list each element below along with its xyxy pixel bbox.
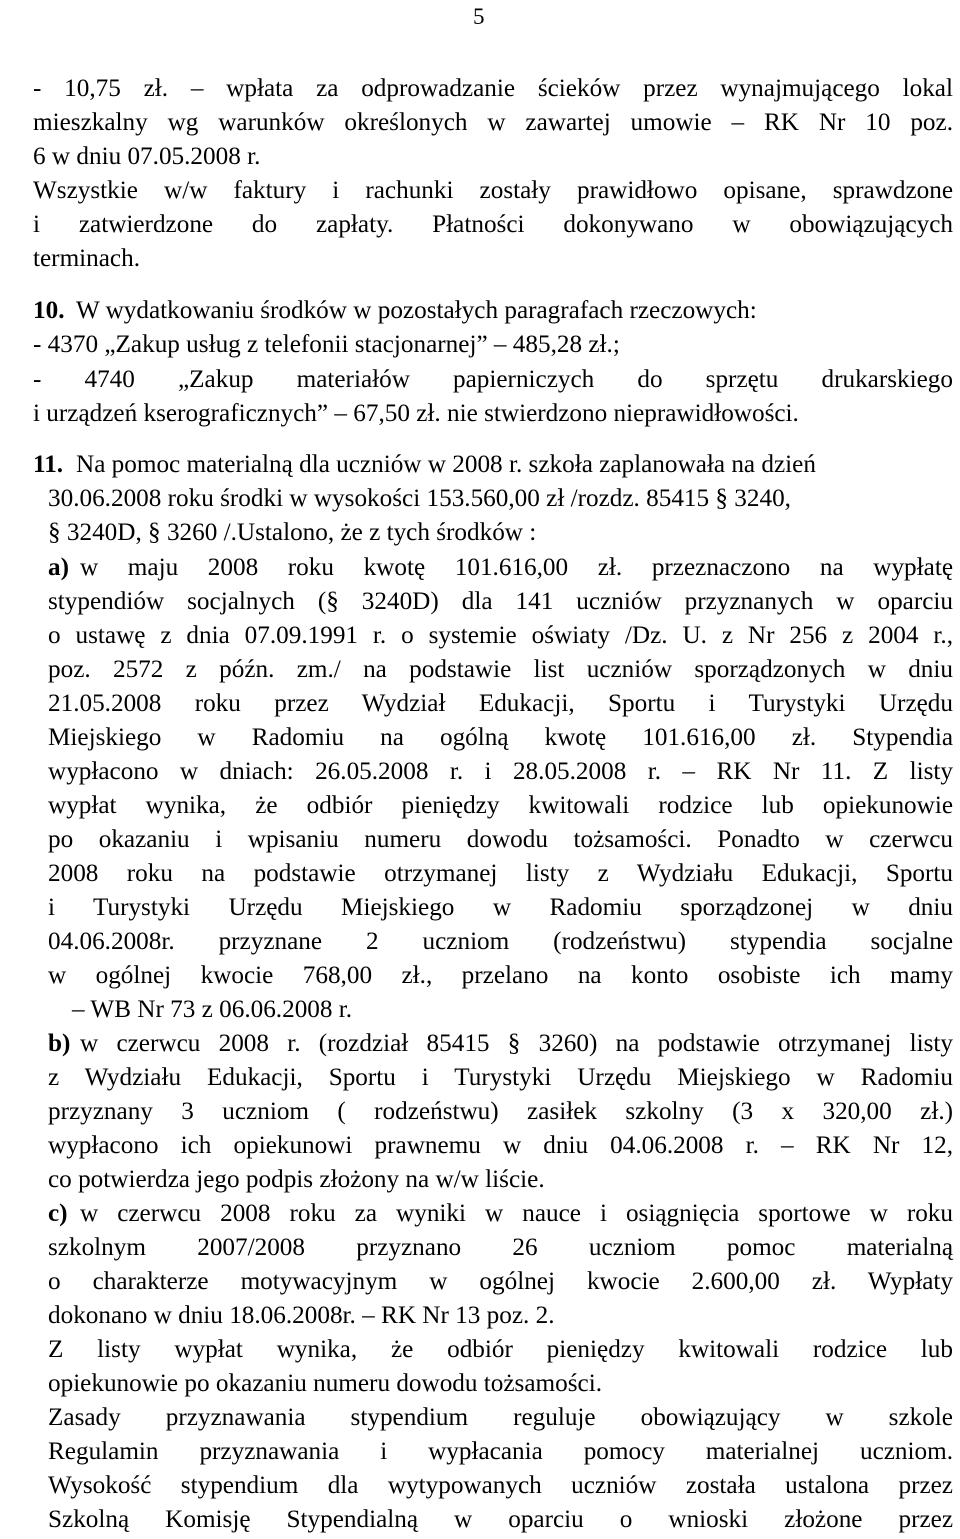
text-line: przyznany 3 uczniom ( rodzeństwu) zasiłek szkolny (3 x 320,00 zł.) <box>48 1098 953 1125</box>
text-line: W wydatkowaniu środków w pozostałych paragrafach rzeczowych: <box>76 297 757 324</box>
text-line: 21.05.2008 roku przez Wydział Edukacji, Sportu i Turystyki Urzędu <box>48 690 953 717</box>
text-line: wypłacono w dniach: 26.05.2008 r. i 28.05.2008 r. – RK Nr 11. Z listy <box>48 758 953 785</box>
text-line: terminach. <box>33 245 140 272</box>
text-line: Wszystkie w/w faktury i rachunki zostały prawidłowo opisane, sprawdzone <box>33 177 953 204</box>
text-line: z Wydziału Edukacji, Sportu i Turystyki Urzędu Miejskiego w Radomiu <box>48 1064 953 1091</box>
text-line: opiekunowie po okazaniu numeru dowodu tożsamości. <box>48 1370 603 1397</box>
text-line: 30.06.2008 roku środki w wysokości 153.560,00 zł /rozdz. 85415 § 3240, <box>48 485 791 512</box>
text-line: Wysokość stypendium dla wytypowanych uczniów została ustalona przez <box>48 1472 953 1499</box>
text-line: wypłat wynika, że odbiór pieniędzy kwitowali rodzice lub opiekunowie <box>48 792 953 819</box>
text-line: o ustawę z dnia 07.09.1991 r. o systemie oświaty /Dz. U. z Nr 256 z 2004 r., <box>48 622 953 649</box>
text-line: w czerwcu 2008 roku za wyniki w nauce i osiągnięcia sportowe w roku <box>80 1200 953 1227</box>
text-line: Miejskiego w Radomiu na ogólną kwotę 101.616,00 zł. Stypendia <box>48 724 953 751</box>
text-line: i Turystyki Urzędu Miejskiego w Radomiu sporządzonej w dniu <box>48 894 953 921</box>
text-line: mieszkalny wg warunków określonych w zawartej umowie – RK Nr 10 poz. <box>33 109 953 136</box>
text-line: 6 w dniu 07.05.2008 r. <box>33 143 261 170</box>
text-line: – WB Nr 73 z 06.06.2008 r. <box>72 996 353 1023</box>
text-line: § 3240D, § 3260 /.Ustalono, że z tych środków : <box>48 519 537 546</box>
text-line: Z listy wypłat wynika, że odbiór pieniędzy kwitowali rodzice lub <box>48 1336 953 1363</box>
text-line: poz. 2572 z późn. zm./ na podstawie list uczniów sporządzonych w dniu <box>48 656 953 683</box>
text-line: po okazaniu i wpisaniu numeru dowodu tożsamości. Ponadto w czerwcu <box>48 826 953 853</box>
text-line: Zasady przyznawania stypendium reguluje obowiązujący w szkole <box>48 1404 953 1431</box>
text-line: Regulamin przyznawania i wypłacania pomocy materialnej uczniom. <box>48 1438 953 1465</box>
text-line: 04.06.2008r. przyznane 2 uczniom (rodzeństwu) stypendia socjalne <box>48 928 953 955</box>
text-line: wypłacono ich opiekunowi prawnemu w dniu 04.06.2008 r. – RK Nr 12, <box>48 1132 953 1159</box>
text-line: szkolnym 2007/2008 przyznano 26 uczniom pomoc materialną <box>48 1234 953 1261</box>
text-line: w czerwcu 2008 r. (rozdział 85415 § 3260) na podstawie otrzymanej listy <box>80 1030 953 1057</box>
page-number: 5 <box>473 4 485 29</box>
text-line: Na pomoc materialną dla uczniów w 2008 r. szkoła zaplanowała na dzień <box>76 451 816 478</box>
text-line: i urządzeń kserograficznych” – 67,50 zł. nie stwierdzono nieprawidłowości. <box>33 400 799 427</box>
text-line: dokonano w dniu 18.06.2008r. – RK Nr 13 poz. 2. <box>48 1302 555 1329</box>
text-line: w ogólnej kwocie 768,00 zł., przelano na konto osobiste ich mamy <box>48 962 953 989</box>
item-c-marker: c) <box>48 1200 68 1227</box>
text-line: - 4370 „Zakup usług z telefonii stacjonarnej” – 485,28 zł.; <box>33 331 620 358</box>
text-line: - 4740 „Zakup materiałów papierniczych do sprzętu drukarskiego <box>33 366 953 393</box>
item-a-marker: a) <box>48 554 69 581</box>
text-line: 2008 roku na podstawie otrzymanej listy z Wydziału Edukacji, Sportu <box>48 860 953 887</box>
text-line: i zatwierdzone do zapłaty. Płatności dokonywano w obowiązujących <box>33 211 953 238</box>
text-line: stypendiów socjalnych (§ 3240D) dla 141 uczniów przyznanych w oparciu <box>48 588 953 615</box>
text-line: - 10,75 zł. – wpłata za odprowadzanie ścieków przez wynajmującego lokal <box>33 75 953 102</box>
item-b-marker: b) <box>48 1030 71 1057</box>
text-line: w maju 2008 roku kwotę 101.616,00 zł. przeznaczono na wypłatę <box>80 554 953 581</box>
item-11-number: 11. <box>33 451 64 478</box>
text-line: Szkolną Komisję Stypendialną w oparciu o wnioski złożone przez <box>48 1506 953 1533</box>
text-line: o charakterze motywacyjnym w ogólnej kwocie 2.600,00 zł. Wypłaty <box>48 1268 953 1295</box>
item-10-number: 10. <box>33 297 65 324</box>
text-line: co potwierdza jego podpis złożony na w/w liście. <box>48 1166 545 1193</box>
